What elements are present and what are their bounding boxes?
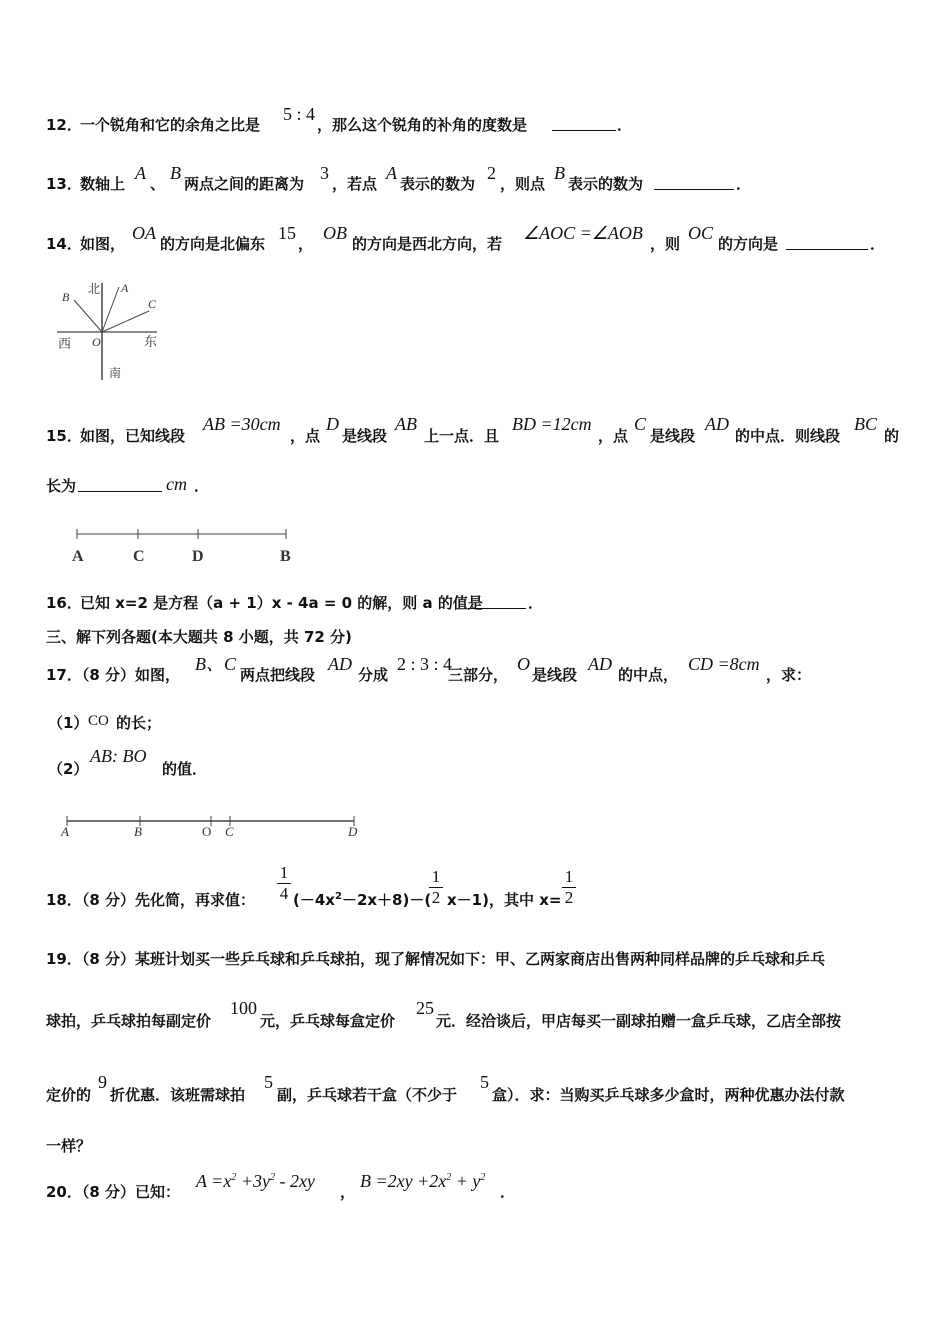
q17-text-2: 分成 — [358, 666, 389, 684]
q19-line-3a: 定价的 — [46, 1086, 92, 1104]
q14-label-o: O — [92, 335, 101, 349]
q14-label-b: B — [62, 290, 70, 304]
q19-line-3b: 折优惠．该班需球拍 — [110, 1086, 246, 1104]
q18-fraction-2 — [429, 868, 443, 907]
q17-points-bc: B、C — [195, 654, 237, 674]
q13-point-a2: A — [386, 163, 397, 183]
q17-text-3: 三部分， — [448, 666, 509, 684]
q17-ratio: 2 : 3 : 4 — [397, 654, 453, 674]
q17-segment-ad2: AD — [588, 654, 612, 674]
q15-label-b: B — [280, 548, 291, 565]
q19-line-4: 一样？ — [46, 1137, 92, 1155]
q12-ratio: 5 : 4 — [283, 104, 316, 124]
q14-label-north: 北 — [88, 282, 101, 296]
q17-part-2-expr: AB: BO — [90, 746, 147, 766]
q13-text-5: ，则点 — [500, 175, 546, 193]
q17-number: 17．（8 分）如图， — [46, 666, 181, 684]
q19-racket-price: 100 — [230, 998, 257, 1018]
q17-part-1-text: 的长； — [116, 714, 162, 732]
q13-point-b: B — [170, 163, 181, 183]
q20-expression-b: $B =2xy +2x^2 + y^2$ — [360, 1171, 486, 1191]
q14-number: 14． — [46, 235, 82, 253]
q17-label-c: C — [225, 824, 234, 839]
q18-fraction-1-num: 1 — [279, 863, 289, 882]
q19-line-3d: 盒）．求：当购买乒乓球多少盒时，两种优惠办法付款 — [492, 1086, 845, 1104]
q17-point-o: O — [517, 654, 530, 674]
q17-text-4: 是线段 — [532, 666, 578, 684]
q14-label-a: A — [121, 281, 129, 295]
q14-label-south: 南 — [109, 366, 122, 380]
q14-text-2: 的方向是北偏东 — [160, 235, 266, 253]
q20-number: 20．（8 分）已知： — [46, 1183, 181, 1201]
q14-degree: 15 — [278, 223, 296, 243]
section-3-heading: 三、解下列各题(本大题共 8 小题，共 72 分) — [46, 628, 352, 646]
q18-exponent: 2 — [334, 891, 342, 902]
q19-discount: 9 — [98, 1072, 107, 1092]
q15-point-d: D — [326, 414, 339, 434]
q17-cd-length: CD =8cm — [688, 654, 760, 674]
q20-comma: ， — [340, 1183, 356, 1201]
q14-angle-equation: ∠AOC =∠AOB — [523, 223, 643, 243]
q18-expr-3: x－1)，其中 x= — [447, 891, 562, 909]
q13-text-4: 表示的数为 — [400, 175, 476, 193]
q14-ray-ob: OB — [323, 223, 347, 243]
q17-segment-figure — [58, 812, 378, 842]
q15-label-c: C — [133, 548, 145, 565]
q16-number: 16． — [46, 594, 82, 612]
q18-fraction-3 — [562, 868, 576, 907]
q19-min-boxes: 5 — [480, 1072, 489, 1092]
q13-value: 2 — [487, 163, 496, 183]
q18-fraction-2-den: 2 — [431, 888, 441, 907]
q13-number: 13． — [46, 175, 82, 193]
q15-text-7: 的中点．则线段 — [735, 427, 841, 445]
q13-distance: 3 — [320, 163, 329, 183]
q16-text: 已知 x=2 是方程（a + 1）x - 4a = 0 的解，则 a 的值是 — [80, 594, 483, 612]
q19-line-2c: 元．经洽谈后，甲店每买一副球拍赠一盒乒乓球，乙店全部按 — [436, 1012, 842, 1030]
q15-text-8: 的 — [884, 427, 900, 445]
q14-label-west: 西 — [58, 336, 72, 351]
q12-text-1: 一个锐角和它的余角之比是 — [80, 116, 261, 134]
q15-text-3: 是线段 — [342, 427, 388, 445]
q17-segment-ad: AD — [328, 654, 352, 674]
q14-answer-blank[interactable] — [786, 235, 868, 250]
q12-number: 12． — [46, 116, 82, 134]
q13-sep: 、 — [150, 175, 166, 193]
q15-label-a: A — [72, 548, 84, 565]
q13-end: ． — [736, 175, 752, 193]
q17-text-5: 的中点， — [618, 666, 679, 684]
q15-ab-length: AB =30cm — [203, 414, 281, 434]
q18-fraction-1-den: 4 — [279, 884, 289, 903]
q15-answer-blank[interactable] — [78, 477, 162, 492]
q18-fraction-3-num: 1 — [564, 867, 574, 886]
q18-fraction-3-den: 2 — [564, 888, 574, 907]
q12-end: ． — [617, 116, 633, 134]
q19-line-1: 19．（8 分）某班计划买一些乒乓球和乒乓球拍，现了解情况如下：甲、乙两家商店出售两种同样品牌的乒乓球和乒乓 — [46, 950, 826, 968]
q14-comma: ， — [298, 235, 314, 253]
q14-ray-ob-line — [74, 300, 102, 332]
q14-text-5: 的方向是 — [718, 235, 779, 253]
q15-text-9: 长为 — [46, 477, 77, 495]
q17-label-d: D — [348, 824, 358, 839]
q18-fraction-1 — [277, 864, 291, 903]
q17-label-o: O — [202, 824, 212, 839]
q17-part-2-text: 的值． — [162, 760, 208, 778]
q17-text-6: ，求： — [766, 666, 812, 684]
q17-label-a: A — [61, 824, 69, 839]
q17-label-b: B — [134, 824, 142, 839]
q12-text-2: ，那么这个锐角的补角的度数是 — [317, 116, 528, 134]
q15-segment-figure — [66, 522, 306, 570]
q12-answer-blank[interactable] — [552, 116, 616, 131]
q14-text-4: ，则 — [650, 235, 681, 253]
q13-text-1: 数轴上 — [80, 175, 126, 193]
q15-label-d: D — [192, 548, 204, 565]
q16-answer-blank[interactable] — [468, 594, 526, 609]
q14-label-c: C — [148, 297, 157, 311]
q14-text-3: 的方向是西北方向，若 — [352, 235, 503, 253]
q15-segment-ad: AD — [705, 414, 729, 434]
q14-ray-oa: OA — [132, 223, 156, 243]
q14-ray-oc: OC — [688, 223, 714, 243]
q16-end: ． — [528, 594, 544, 612]
q13-text-2: 两点之间的距离为 — [184, 175, 305, 193]
q15-number: 15． — [46, 427, 82, 445]
q17-part-1-label: （1） — [48, 714, 89, 732]
q14-end: ． — [870, 235, 886, 253]
q17-part-2-label: （2） — [48, 760, 89, 778]
q15-unit: cm — [166, 474, 187, 494]
q15-text-5: ，点 — [598, 427, 629, 445]
q19-line-3c: 副，乒乓球若干盒（不少于 — [277, 1086, 458, 1104]
q13-answer-blank[interactable] — [654, 175, 734, 190]
q14-text-1: 如图， — [80, 235, 126, 253]
q15-text-6: 是线段 — [650, 427, 696, 445]
q15-point-c: C — [634, 414, 647, 434]
q13-point-b2: B — [554, 163, 565, 183]
q13-text-3: ，若点 — [332, 175, 378, 193]
q20-expression-a: $A =x^2 +3y^2 - 2xy$ — [196, 1171, 315, 1191]
q17-text-1: 两点把线段 — [240, 666, 316, 684]
q15-segment-bc: BC — [854, 414, 878, 434]
q15-text-1: 如图，已知线段 — [80, 427, 186, 445]
q18-fraction-2-num: 1 — [431, 867, 441, 886]
q20-end: ． — [500, 1183, 516, 1201]
q19-line-2a: 球拍，乒乓球拍每副定价 — [46, 1012, 212, 1030]
q15-text-2: ，点 — [290, 427, 321, 445]
q18-number: 18．（8 分）先化简，再求值： — [46, 891, 256, 909]
q13-text-6: 表示的数为 — [568, 175, 644, 193]
q14-label-east: 东 — [144, 334, 158, 349]
q15-bd-length: BD =12cm — [512, 414, 592, 434]
q19-line-2b: 元，乒乓球每盒定价 — [260, 1012, 396, 1030]
q13-point-a: A — [135, 163, 146, 183]
q15-text-4: 上一点．且 — [424, 427, 500, 445]
q14-compass-figure — [52, 275, 172, 385]
q17-part-1-co: CO — [88, 713, 109, 729]
q19-ball-price: 25 — [416, 998, 434, 1018]
q15-end: ． — [194, 477, 210, 495]
q18-expr-1: $(-4x^2-2x+8)-$( — [293, 891, 432, 909]
q15-segment-ab: AB — [395, 414, 417, 434]
q19-racket-count: 5 — [264, 1072, 273, 1092]
